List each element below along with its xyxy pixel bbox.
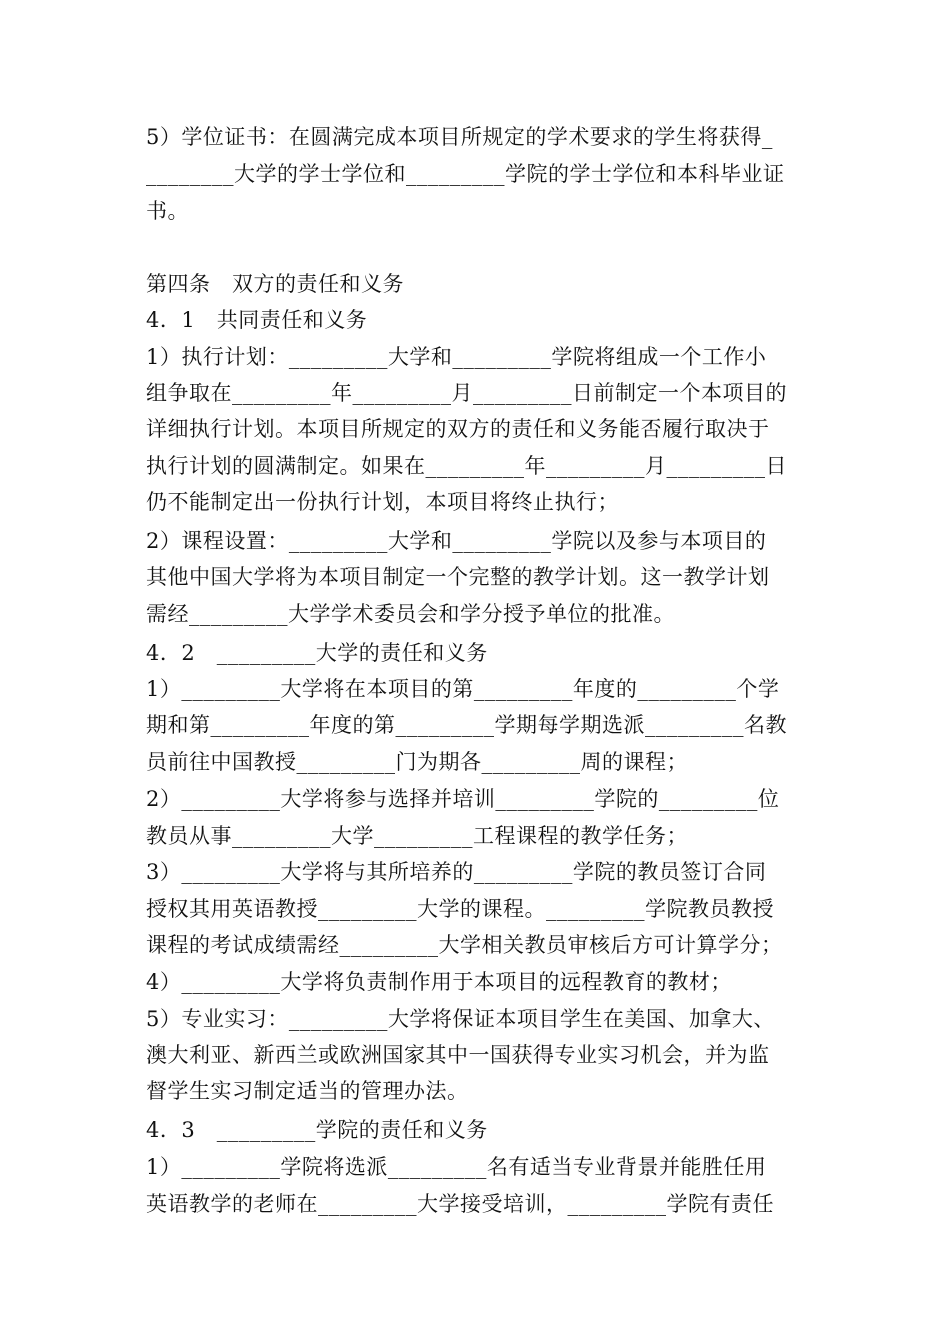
subsection-heading: 4．2 _________大学的责任和义务 <box>146 641 488 665</box>
text-line: 教员从事_________大学_________工程课程的教学任务； <box>146 824 688 848</box>
text-line: 书。 <box>146 199 189 223</box>
text-line: 2）课程设置：_________大学和_________学院以及参与本项目的 <box>146 529 767 553</box>
text-line: 期和第_________年度的第_________学期每学期选派_________名教 <box>146 713 787 737</box>
text-line: 1）_________学院将选派_________名有适当专业背景并能胜任用 <box>146 1155 767 1179</box>
text-line: ________大学的学士学位和_________学院的学士学位和本科毕业证 <box>146 162 785 186</box>
text-line: 课程的考试成绩需经_________大学相关教员审核后方可计算学分； <box>146 933 783 957</box>
text-line: 仍不能制定出一份执行计划，本项目将终止执行； <box>146 490 619 514</box>
subsection-heading: 4．3 _________学院的责任和义务 <box>146 1118 488 1142</box>
text-line: 2）_________大学将参与选择并培训_________学院的_________位 <box>146 787 780 811</box>
text-line: 3）_________大学将与其所培养的_________学院的教员签订合同 <box>146 860 767 884</box>
subsection-heading: 4．1 共同责任和义务 <box>146 308 368 332</box>
text-line: 澳大利亚、新西兰或欧洲国家其中一国获得专业实习机会，并为监 <box>146 1043 770 1067</box>
text-line: 其他中国大学将为本项目制定一个完整的教学计划。这一教学计划 <box>146 565 770 589</box>
text-line: 5）专业实习：_________大学将保证本项目学生在美国、加拿大、 <box>146 1007 775 1031</box>
text-line: 1）执行计划：_________大学和_________学院将组成一个工作小 <box>146 345 767 369</box>
text-line: 英语教学的老师在_________大学接受培训，_________学院有责任 <box>146 1192 774 1216</box>
text-line: 授权其用英语教授_________大学的课程。_________学院教员教授 <box>146 897 774 921</box>
section-heading: 第四条 双方的责任和义务 <box>146 272 404 296</box>
text-line: 员前往中国教授_________门为期各_________周的课程； <box>146 750 688 774</box>
text-line: 5）学位证书：在圆满完成本项目所规定的学术要求的学生将获得_ <box>146 125 773 149</box>
text-line: 4）_________大学将负责制作用于本项目的远程教育的教材； <box>146 970 732 994</box>
text-line: 详细执行计划。本项目所规定的双方的责任和义务能否履行取决于 <box>146 417 770 441</box>
text-line: 组争取在_________年_________月_________日前制定一个本项目的 <box>146 381 787 405</box>
text-line: 需经_________大学学术委员会和学分授予单位的批准。 <box>146 602 675 626</box>
text-line: 执行计划的圆满制定。如果在_________年_________月_________日 <box>146 454 787 478</box>
text-line: 督学生实习制定适当的管理办法。 <box>146 1079 469 1103</box>
text-line: 1）_________大学将在本项目的第_________年度的_________个学 <box>146 677 780 701</box>
